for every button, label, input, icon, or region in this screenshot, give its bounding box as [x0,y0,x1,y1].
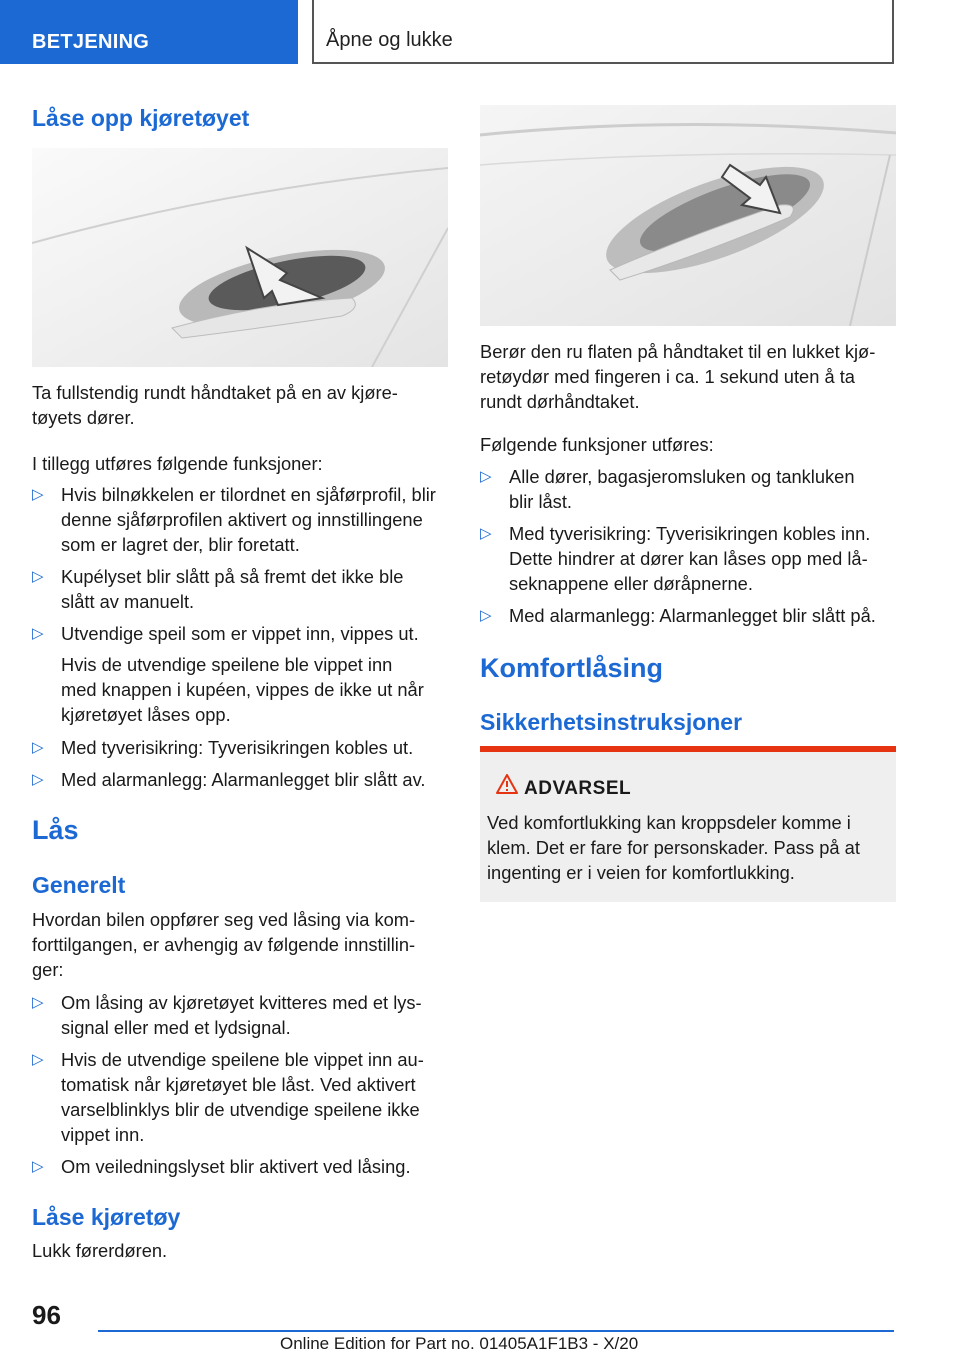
section-tab: BETJENING [0,0,298,64]
unlock-intro-text: Ta fullstendig rundt håndtaket på en av kjøre- tøyets dører. [32,382,398,428]
mirror-note-text: Hvis de utvendige speilene ble vippet inn med knappen i kupéen, vippes de ikke ut når kjøretøyet låses opp. [61,654,424,725]
bullet-arrow-icon: ▷ [480,525,492,542]
list-item: ▷ Hvis de utvendige speilene ble vippet inn au- tomatisk når kjøretøyet ble låst. Ved aktivert varselblinklys blir de utvendige speilene ikke vippet inn. [32,1049,424,1145]
list-item: ▷ Om veiledningslyset blir aktivert ved låsing. [32,1156,411,1177]
close-driver-door-text: Lukk førerdøren. [32,1240,168,1261]
chapter-title: Åpne og lukke [312,0,894,64]
bullet-arrow-icon: ▷ [32,486,44,503]
door-handle-grip-image [32,148,448,367]
list-item: ▷ Med alarmanlegg: Alarmanlegget blir slått av. [32,769,426,790]
heading-comfort-locking: Komfortlåsing [480,653,664,683]
general-intro-text: Hvordan bilen oppfører seg ved låsing via kom- forttilgangen, er avhengig av følgende innstillin- ger: [32,909,416,980]
heading-general: Generelt [32,872,126,898]
bullet-arrow-icon: ▷ [480,468,492,485]
heading-safety-instructions: Sikkerhetsinstruksjoner [480,709,743,735]
bullet-arrow-icon: ▷ [32,771,44,788]
list-item: ▷ Med tyverisikring: Tyverisikringen kobles inn. Dette hindrer at dører kan låses opp med lå- seknappene eller døråpnerne. [480,523,871,594]
list-item: ▷ Med tyverisikring: Tyverisikringen kobles ut. [32,737,414,758]
warning-text: Ved komfortlukking kan kroppsdeler komme i klem. Det er fare for personskader. Pass på at ingenting er i veien for komfortlukking. [487,812,860,883]
footer-divider [98,1330,894,1332]
warning-box [480,746,896,902]
bullet-arrow-icon: ▷ [32,739,44,756]
door-handle-touch-image [480,105,896,326]
list-item: ▷ Om låsing av kjøretøyet kvitteres med et lys- signal eller med et lydsignal. [32,992,422,1038]
bullet-arrow-icon: ▷ [32,1158,44,1175]
list-item: ▷ Med alarmanlegg: Alarmanlegget blir slått på. [480,605,876,626]
heading-unlock-vehicle: Låse opp kjøretøyet [32,105,250,131]
following-functions-text: Følgende funksjoner utføres: [480,434,714,455]
heading-lock: Lås [32,815,79,845]
page-header [0,0,960,66]
list-item: ▷ Utvendige speil som er vippet inn, vippes ut. [32,623,419,644]
footer-edition-text: Online Edition for Part no. 01405A1F1B3 - X/20 [280,1334,639,1353]
bullet-arrow-icon: ▷ [32,994,44,1011]
heading-lock-vehicle: Låse kjøretøy [32,1204,181,1230]
page-number: 96 [32,1300,61,1330]
list-item: ▷ Hvis bilnøkkelen er tilordnet en sjåførprofil, blir denne sjåførprofilen aktivert og innstillingene som er lagret der, blir foretatt. [32,484,436,555]
list-item: ▷ Kupélyset blir slått på så fremt det ikke ble slått av manuelt. [32,566,404,612]
bullet-arrow-icon: ▷ [480,607,492,624]
bullet-arrow-icon: ▷ [32,568,44,585]
bullet-arrow-icon: ▷ [32,1051,44,1068]
list-item: ▷ Alle dører, bagasjeromsluken og tankluken blir låst. [480,466,855,512]
warning-triangle-icon [496,774,518,794]
bullet-arrow-icon: ▷ [32,625,44,642]
warning-title: ADVARSEL [524,778,632,799]
additional-functions-text: I tillegg utføres følgende funksjoner: [32,453,323,474]
touch-handle-text: Berør den ru flaten på håndtaket til en lukket kjø- retøydør med fingeren i ca. 1 sekund uten å ta rundt dørhåndtaket. [480,341,876,412]
